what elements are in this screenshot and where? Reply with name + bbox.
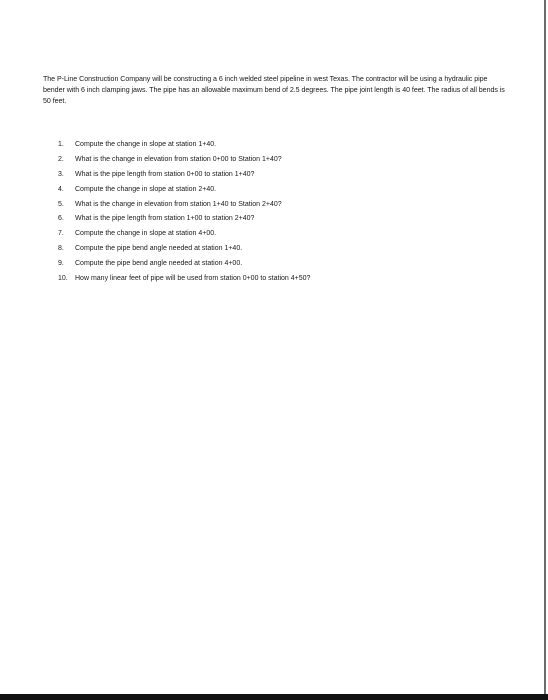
question-list	[58, 140, 310, 289]
question-number: 8.	[58, 245, 64, 253]
question-text: Compute the pipe bend angle needed at station 1+40.	[75, 245, 243, 253]
question-number: 7.	[58, 230, 64, 238]
question-number: 1.	[58, 141, 64, 148]
question-text: Compute the change in slope at station 4+00.	[75, 230, 217, 238]
question-item	[58, 200, 310, 215]
question-text: What is the pipe length from station 0+00 to station 1+40?	[75, 170, 255, 178]
question-item	[58, 185, 310, 200]
question-number: 6.	[58, 215, 64, 223]
intro-paragraph: The P-Line Construction Company will be constructing a 6 inch welded steel pipeline in west Texas. The contractor will be using a hydraulic pipe bender with 6 inch clamping jaws. The pipe has an allowable maximum bend of 2.5 degrees. The pipe joint length is 40 feet. The radius of all bends is 50 feet.	[43, 75, 505, 105]
question-text: What is the change in elevation from station 0+00 to Station 1+40?	[75, 155, 282, 163]
question-number: 3.	[58, 170, 64, 178]
question-text: What is the change in elevation from station 1+40 to Station 2+40?	[75, 200, 282, 208]
question-item	[58, 214, 310, 229]
question-text: What is the pipe length from station 1+00 to station 2+40?	[75, 215, 255, 223]
question-text: Compute the pipe bend angle needed at station 4+00.	[75, 260, 243, 268]
question-item	[58, 170, 310, 185]
question-number: 2.	[58, 155, 64, 163]
question-item	[58, 155, 310, 170]
question-item	[58, 259, 310, 274]
question-number: 9.	[58, 260, 64, 268]
question-item	[58, 244, 310, 259]
question-number: 5.	[58, 200, 64, 208]
question-text: Compute the change in slope at station 2+40.	[75, 185, 217, 193]
question-item	[58, 140, 310, 155]
question-item	[58, 229, 310, 244]
question-text: How many linear feet of pipe will be used from station 0+00 to station 4+50?	[75, 275, 311, 283]
question-number: 10.	[58, 275, 68, 283]
question-text: Compute the change in slope at station 1+40.	[75, 141, 217, 148]
question-number: 4.	[58, 185, 64, 193]
page-bottom-border	[0, 694, 548, 700]
question-item	[58, 274, 310, 289]
